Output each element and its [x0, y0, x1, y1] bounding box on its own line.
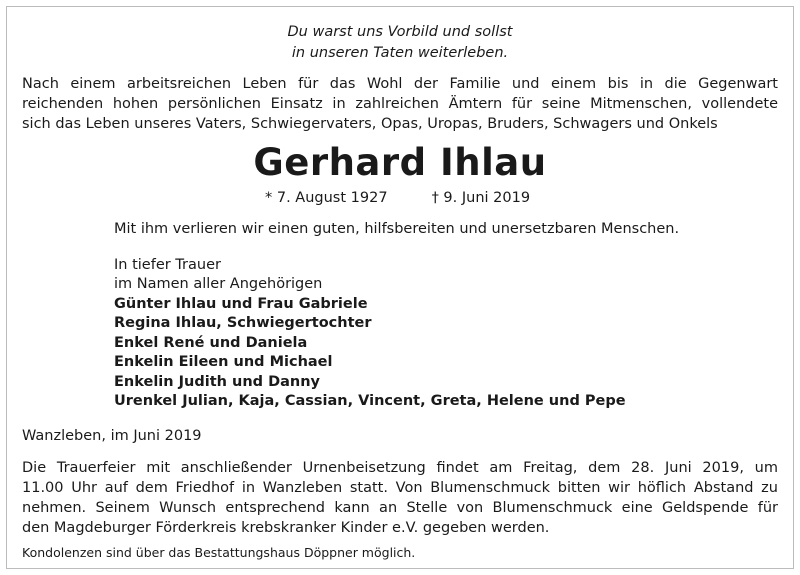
loss-statement: Mit ihm verlieren wir einen guten, hilfsbereiten und unersetzbaren Menschen.: [114, 221, 680, 237]
intro-line: sich das Leben unseres Vaters, Schwiegervaters, Opas, Uropas, Bruders, Schwagers und Onkels: [22, 116, 718, 132]
relative-entry: Enkelin Judith und Danny: [114, 373, 320, 390]
deceased-name: Gerhard Ihlau: [253, 141, 547, 184]
mourning-intro-line: In tiefer Trauer: [114, 256, 221, 273]
relative-entry: Regina Ihlau, Schwiegertochter: [114, 315, 372, 331]
ceremony-line: Die Trauerfeier mit anschließender Urnenbeisetzung findet am Freitag, dem 28. Juni 2019, um: [22, 459, 778, 476]
motto-line: in unseren Taten weiterleben.: [291, 45, 509, 61]
mourners-list: [114, 256, 778, 412]
relative-entry: Enkelin Eileen und Michael: [114, 354, 333, 370]
motto: [22, 22, 778, 64]
ceremony-line: 11.00 Uhr auf dem Friedhof in Wanzleben statt. Von Blumenschmuck bitten wir höflich Abstand zu: [22, 479, 778, 496]
intro-text: [22, 74, 778, 134]
ceremony-line: nehmen. Seinem Wunsch entsprechend kann an Stelle von Blumenschmuck eine Geldspende für: [22, 499, 778, 516]
intro-line: Nach einem arbeitsreichen Leben für das Wohl der Familie und einem bis in die Gegenwart: [22, 76, 778, 92]
birth-date: * 7. August 1927: [265, 190, 388, 206]
motto-line: Du warst uns Vorbild und sollst: [287, 24, 513, 40]
place-date: Wanzleben, im Juni 2019: [22, 427, 202, 444]
life-dates: [265, 188, 778, 208]
obituary-notice: [22, 22, 778, 567]
death-date: † 9. Juni 2019: [431, 190, 531, 206]
condolence-note: Kondolenzen sind über das Bestattungshaus Döppner möglich.: [22, 544, 416, 560]
ceremony-text: [22, 458, 778, 538]
intro-line: reichenden hohen persönlichen Einsatz in zahlreichen Ämtern für seine Mitmenschen, vollendete: [22, 96, 778, 112]
mourning-intro-line: im Namen aller Angehörigen: [114, 276, 323, 292]
relative-entry: Urenkel Julian, Kaja, Cassian, Vincent, Greta, Helene und Pepe: [114, 393, 626, 409]
relative-entry: Enkel René und Daniela: [114, 334, 308, 351]
relative-entry: Günter Ihlau und Frau Gabriele: [114, 295, 368, 312]
ceremony-line: den Magdeburger Förderkreis krebskranker Kinder e.V. gegeben werden.: [22, 519, 550, 536]
